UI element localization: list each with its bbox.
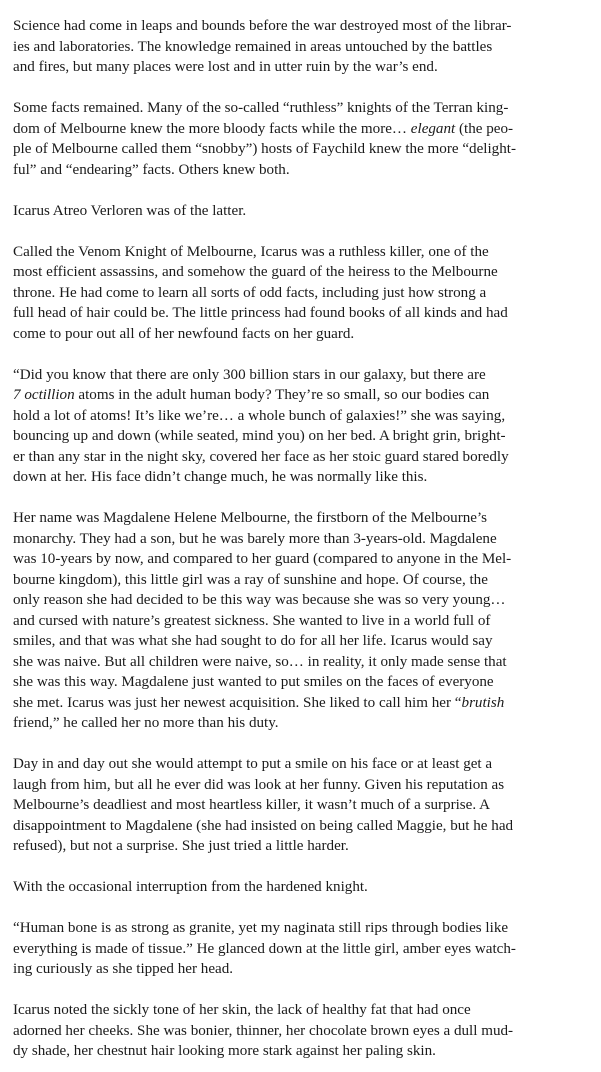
paragraph bbox=[13, 365, 591, 488]
text-line bbox=[13, 549, 591, 570]
text-line bbox=[13, 816, 591, 837]
text-line bbox=[13, 590, 591, 611]
text-run: most efficient assassins, and somehow the guard of the heiress to the Melbourne bbox=[13, 264, 498, 280]
text-line bbox=[13, 201, 591, 222]
text-run: was 10-years by now, and compared to her guard (compared to anyone in the Mel- bbox=[13, 551, 512, 567]
italic-text: brutish bbox=[461, 694, 505, 711]
text-line bbox=[13, 324, 591, 345]
text-run: friend,” he called her no more than his duty. bbox=[13, 715, 279, 731]
text-line bbox=[13, 283, 591, 304]
text-line bbox=[13, 795, 591, 816]
text-run: bouncing up and down (while seated, mind you) on her bed. A bright grin, bright- bbox=[13, 428, 506, 444]
text-line bbox=[13, 57, 591, 78]
text-run: and fires, but many places were lost and in utter ruin by the war’s end. bbox=[13, 59, 438, 75]
text-run: ful” and “endearing” facts. Others knew both. bbox=[13, 161, 290, 178]
text-line bbox=[13, 1021, 591, 1042]
text-run: monarchy. They had a son, but he was barely more than 3-years-old. Magdalene bbox=[13, 530, 497, 547]
paragraph bbox=[13, 242, 591, 345]
text-line bbox=[13, 631, 591, 652]
text-line bbox=[13, 98, 591, 119]
text-run: ple of Melbourne called them “snobby”) hosts of Faychild knew the more “delight- bbox=[13, 141, 516, 157]
text-line bbox=[13, 611, 591, 632]
italic-text: elegant bbox=[410, 120, 456, 137]
text-run: only reason she had decided to be this way was because she was so very young… bbox=[13, 592, 506, 608]
text-line bbox=[13, 672, 591, 693]
text-run: come to pour out all of her newfound facts on her guard. bbox=[13, 325, 355, 342]
text-line bbox=[13, 939, 591, 960]
text-line bbox=[13, 652, 591, 673]
text-run: Some facts remained. Many of the so-called “ruthless” knights of the Terran king- bbox=[13, 100, 509, 116]
text-run: Her name was Magdalene Helene Melbourne, the firstborn of the Melbourne’s bbox=[13, 510, 488, 526]
text-line bbox=[13, 713, 591, 734]
text-run: Icarus noted the sickly tone of her skin, the lack of healthy fat that had once bbox=[13, 1002, 471, 1018]
text-line bbox=[13, 918, 591, 939]
text-run: full head of hair could be. The little princess had found books of all kinds and had bbox=[13, 305, 508, 321]
text-line bbox=[13, 959, 591, 980]
text-line bbox=[13, 447, 591, 468]
text-line bbox=[13, 467, 591, 488]
text-run: ing curiously as she tipped her head. bbox=[13, 961, 234, 977]
text-run: “Did you know that there are only 300 billion stars in our galaxy, but there are bbox=[13, 366, 486, 383]
text-line bbox=[13, 754, 591, 775]
text-run: Melbourne’s deadliest and most heartless killer, it wasn’t much of a surprise. A bbox=[13, 797, 490, 813]
text-line bbox=[13, 693, 591, 714]
text-run: and cursed with nature’s greatest sickness. She wanted to live in a world full of bbox=[13, 612, 491, 629]
text-line bbox=[13, 139, 591, 160]
text-run: she was this way. Magdalene just wanted to put smiles on the faces of everyone bbox=[13, 674, 494, 690]
text-line bbox=[13, 426, 591, 447]
text-run: throne. He had come to learn all sorts of odd facts, including just how strong a bbox=[13, 284, 487, 301]
text-line bbox=[13, 529, 591, 550]
text-run: er than any star in the night sky, covered her face as her stoic guard stared boredly bbox=[13, 448, 509, 465]
text-run: hold a lot of atoms! It’s like we’re… a whole bunch of galaxies!” she was saying, bbox=[13, 407, 506, 424]
paragraph bbox=[13, 1000, 591, 1062]
text-line bbox=[13, 877, 591, 898]
text-line bbox=[13, 119, 591, 140]
paragraph bbox=[13, 877, 591, 898]
paragraph bbox=[13, 754, 591, 857]
text-run: adorned her cheeks. She was bonier, thinner, her chocolate brown eyes a dull mud- bbox=[13, 1022, 514, 1039]
paragraph bbox=[13, 16, 591, 78]
text-run: bourne kingdom), this little girl was a ray of sunshine and hope. Of course, the bbox=[13, 571, 488, 588]
text-run: With the occasional interruption from the hardened knight. bbox=[13, 879, 368, 895]
text-line bbox=[13, 836, 591, 857]
paragraph bbox=[13, 98, 591, 180]
paragraph bbox=[13, 918, 591, 980]
text-line bbox=[13, 1000, 591, 1021]
italic-text: 7 octillion bbox=[13, 387, 75, 403]
text-line bbox=[13, 775, 591, 796]
text-run: Called the Venom Knight of Melbourne, Icarus was a ruthless killer, one of the bbox=[13, 243, 489, 260]
text-run: disappointment to Magdalene (she had insisted on being called Maggie, but he had bbox=[13, 817, 514, 834]
text-run: Day in and day out she would attempt to put a smile on his face or at least get a bbox=[13, 756, 493, 772]
text-run: dom of Melbourne knew the more bloody facts while the more… bbox=[13, 120, 411, 137]
text-run: she met. Icarus was just her newest acquisition. She liked to call him her “ bbox=[13, 694, 462, 711]
text-run: refused), but not a surprise. She just tried a little harder. bbox=[13, 838, 349, 854]
text-run: everything is made of tissue.” He glanced down at the little girl, amber eyes watch- bbox=[13, 940, 516, 957]
text-run: ies and laboratories. The knowledge remained in areas untouched by the battles bbox=[13, 38, 493, 55]
text-run: laugh from him, but all he ever did was look at her funny. Given his reputation as bbox=[13, 776, 505, 793]
text-run: Science had come in leaps and bounds before the war destroyed most of the librar- bbox=[13, 18, 512, 34]
text-line bbox=[13, 508, 591, 529]
text-run: down at her. His face didn’t change much, he was normally like this. bbox=[13, 469, 428, 485]
text-run: dy shade, her chestnut hair looking more stark against her paling skin. bbox=[13, 1043, 436, 1059]
text-line bbox=[13, 365, 591, 386]
text-line bbox=[13, 262, 591, 283]
paragraph bbox=[13, 508, 591, 734]
text-run: atoms in the adult human body? They’re so small, so our bodies can bbox=[74, 387, 490, 403]
text-line bbox=[13, 37, 591, 58]
text-line bbox=[13, 303, 591, 324]
text-line bbox=[13, 16, 591, 37]
text-run: she was naive. But all children were naive, so… in reality, it only made sense that bbox=[13, 653, 507, 670]
text-run: smiles, and that was what she had sought to do for all her life. Icarus would say bbox=[13, 633, 493, 649]
text-line bbox=[13, 1041, 591, 1062]
text-run: Icarus Atreo Verloren was of the latter. bbox=[13, 202, 247, 219]
text-line bbox=[13, 385, 591, 406]
text-line bbox=[13, 570, 591, 591]
text-run: “Human bone is as strong as granite, yet my naginata still rips through bodies like bbox=[13, 920, 509, 936]
text-line bbox=[13, 242, 591, 263]
text-line bbox=[13, 160, 591, 181]
paragraph bbox=[13, 201, 591, 222]
text-run: (the peo- bbox=[455, 120, 514, 137]
text-line bbox=[13, 406, 591, 427]
